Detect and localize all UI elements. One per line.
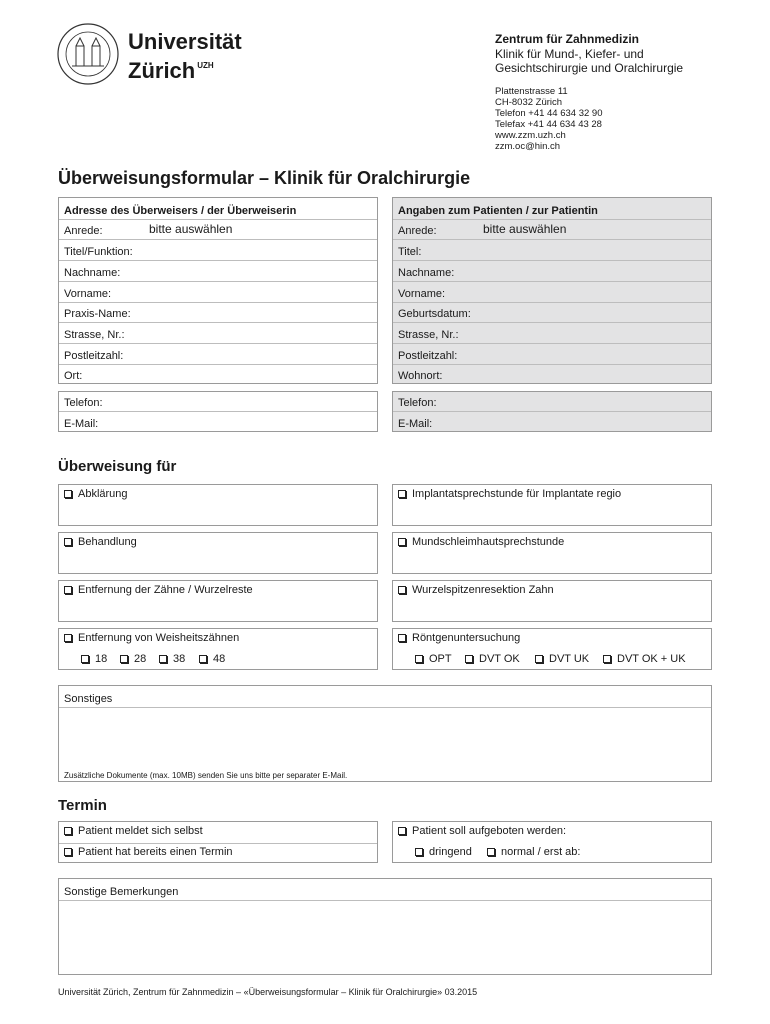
checkbox-icon[interactable] [64, 586, 72, 594]
checkbox-icon[interactable] [120, 655, 128, 663]
checkbox-icon[interactable] [415, 655, 423, 663]
checkbox-icon[interactable] [535, 655, 543, 663]
clinic-line1: Klinik für Mund-, Kiefer- und [495, 46, 644, 61]
referrer-phone-field[interactable]: Telefon: [64, 397, 103, 409]
referral-option-box [392, 628, 712, 670]
checkbox-mundschleimhaut[interactable]: Mundschleimhautsprechstunde [398, 536, 564, 548]
checkbox-icon[interactable] [398, 490, 406, 498]
email-link[interactable]: zzm.oc@hin.ch [495, 141, 561, 152]
referrer-email-field[interactable]: E-Mail: [59, 411, 377, 432]
center-address [495, 86, 603, 152]
checkbox-dvt-ok[interactable]: DVT OK [465, 653, 520, 665]
appointment-section-title: Termin [58, 797, 107, 814]
divider [59, 843, 377, 844]
other-textarea[interactable] [59, 707, 711, 782]
referrer-firstname-field[interactable]: Vorname: [59, 281, 377, 302]
referrer-street-field[interactable]: Strasse, Nr.: [59, 322, 377, 343]
checkbox-urgent[interactable]: dringend [415, 846, 472, 858]
checkbox-summon[interactable]: Patient soll aufgeboten werden: [398, 825, 566, 837]
referrer-address-box [58, 197, 378, 384]
checkbox-opt[interactable]: OPT [415, 653, 452, 665]
referral-option-box [58, 532, 378, 574]
patient-anrede-select[interactable]: bitte auswählen [483, 222, 567, 236]
university-name-line1: Universität [128, 29, 242, 54]
referral-option-box [392, 580, 712, 622]
checkbox-icon[interactable] [487, 848, 495, 856]
referral-option-box [392, 484, 712, 526]
university-name-line2: Zürich $^{UZH}$ [128, 58, 214, 83]
referrer-lastname-field[interactable]: Nachname: [59, 260, 377, 281]
page-footer: Universität Zürich, Zentrum für Zahnmedizin – «Überweisungsformular – Klinik für Oralchirurgie» 03.2015 [58, 987, 478, 997]
patient-birthdate-field[interactable]: Geburtsdatum: [393, 302, 711, 322]
referrer-box-header: Adresse des Überweisers / der Überweiserin [64, 205, 297, 217]
other-label-row: Sonstiges [64, 693, 113, 705]
checkbox-tooth-48[interactable]: 48 [199, 653, 225, 665]
checkbox-icon[interactable] [415, 848, 423, 856]
checkbox-icon[interactable] [64, 634, 72, 642]
checkbox-wurzelspitzenresektion[interactable]: Wurzelspitzenresektion Zahn [398, 584, 554, 596]
referral-option-box [58, 484, 378, 526]
checkbox-normal[interactable]: normal / erst ab: [487, 846, 580, 858]
referrer-contact-box [58, 391, 378, 432]
patient-phone-field[interactable]: Telefon: [398, 397, 437, 409]
patient-email-field[interactable]: E-Mail: [393, 411, 711, 432]
checkbox-icon[interactable] [64, 827, 72, 835]
checkbox-dvt-uk[interactable]: DVT UK [535, 653, 589, 665]
checkbox-icon[interactable] [159, 655, 167, 663]
checkbox-tooth-28[interactable]: 28 [120, 653, 146, 665]
referral-section-title: Überweisung für [58, 458, 177, 475]
appointment-left-box [58, 821, 378, 863]
patient-lastname-field[interactable]: Nachname: [393, 260, 711, 281]
checkbox-tooth-38[interactable]: 38 [159, 653, 185, 665]
checkbox-tooth-18[interactable]: 18 [81, 653, 107, 665]
checkbox-roentgen[interactable]: Röntgenuntersuchung [398, 632, 520, 644]
referrer-zip-field[interactable]: Postleitzahl: [59, 343, 377, 364]
referrer-practice-field[interactable]: Praxis-Name: [59, 302, 377, 322]
remarks-textarea[interactable] [59, 900, 711, 975]
address-line: CH-8032 Zürich [495, 97, 563, 108]
checkbox-self-register[interactable]: Patient meldet sich selbst [64, 825, 203, 837]
checkbox-icon[interactable] [398, 634, 406, 642]
website-link[interactable]: www.zzm.uzh.ch [495, 130, 566, 141]
form-title: Überweisungsformular – Klinik für Oralchirurgie [58, 168, 471, 188]
patient-box-header: Angaben zum Patienten / zur Patientin [398, 205, 598, 217]
patient-anrede-row[interactable] [393, 219, 711, 239]
patient-info-box [392, 197, 712, 384]
attachment-note: Zusätzliche Dokumente (max. 10MB) senden Sie uns bitte per separater E-Mail. [64, 771, 348, 780]
checkbox-icon[interactable] [465, 655, 473, 663]
checkbox-dvt-ok-uk[interactable]: DVT OK + UK [603, 653, 686, 665]
checkbox-entfernung-zaehne[interactable]: Entfernung der Zähne / Wurzelreste [64, 584, 253, 596]
other-box [58, 685, 712, 782]
center-info [495, 32, 683, 76]
clinic-line2: Gesichtschirurgie und Oralchirurgie [495, 61, 684, 75]
patient-title-field[interactable]: Titel: [393, 239, 711, 260]
university-seal-logo [56, 22, 120, 86]
patient-zip-field[interactable]: Postleitzahl: [393, 343, 711, 364]
checkbox-icon[interactable] [398, 827, 406, 835]
fax-line: Telefax +41 44 634 43 28 [495, 119, 602, 130]
referral-option-box [58, 628, 378, 670]
checkbox-icon[interactable] [199, 655, 207, 663]
referrer-city-field[interactable]: Ort: [59, 364, 377, 384]
checkbox-implantatsprechstunde[interactable]: Implantatsprechstunde für Implantate regio [398, 488, 621, 500]
patient-city-field[interactable]: Wohnort: [393, 364, 711, 384]
anrede-label: Anrede: [64, 225, 103, 237]
patient-contact-box [392, 391, 712, 432]
uzh-abbr: UZH [197, 61, 214, 70]
checkbox-icon[interactable] [398, 586, 406, 594]
checkbox-icon[interactable] [81, 655, 89, 663]
checkbox-abklaerung[interactable]: Abklärung [64, 488, 128, 500]
appointment-right-box [392, 821, 712, 863]
remarks-box [58, 878, 712, 975]
checkbox-icon[interactable] [603, 655, 611, 663]
anrede-label: Anrede: [398, 225, 437, 237]
university-name [128, 30, 242, 83]
checkbox-icon[interactable] [398, 538, 406, 546]
address-line: Plattenstrasse 11 [495, 86, 568, 97]
checkbox-behandlung[interactable]: Behandlung [64, 536, 137, 548]
center-name: Zentrum für Zahnmedizin [495, 32, 639, 46]
patient-firstname-field[interactable]: Vorname: [393, 281, 711, 302]
checkbox-icon[interactable] [64, 848, 72, 856]
referrer-title-field[interactable]: Titel/Funktion: [59, 239, 377, 260]
checkbox-has-appointment[interactable]: Patient hat bereits einen Termin [64, 846, 233, 858]
referrer-anrede-row[interactable] [59, 219, 377, 239]
checkbox-weisheitszaehne[interactable]: Entfernung von Weisheitszähnen [64, 632, 239, 644]
remarks-label-row: Sonstige Bemerkungen [64, 886, 179, 898]
checkbox-icon[interactable] [64, 490, 72, 498]
referrer-anrede-select[interactable]: bitte auswählen [149, 222, 233, 236]
referral-option-box [392, 532, 712, 574]
checkbox-icon[interactable] [64, 538, 72, 546]
patient-street-field[interactable]: Strasse, Nr.: [393, 322, 711, 343]
referral-option-box [58, 580, 378, 622]
phone-line: Telefon +41 44 634 32 90 [495, 108, 603, 119]
